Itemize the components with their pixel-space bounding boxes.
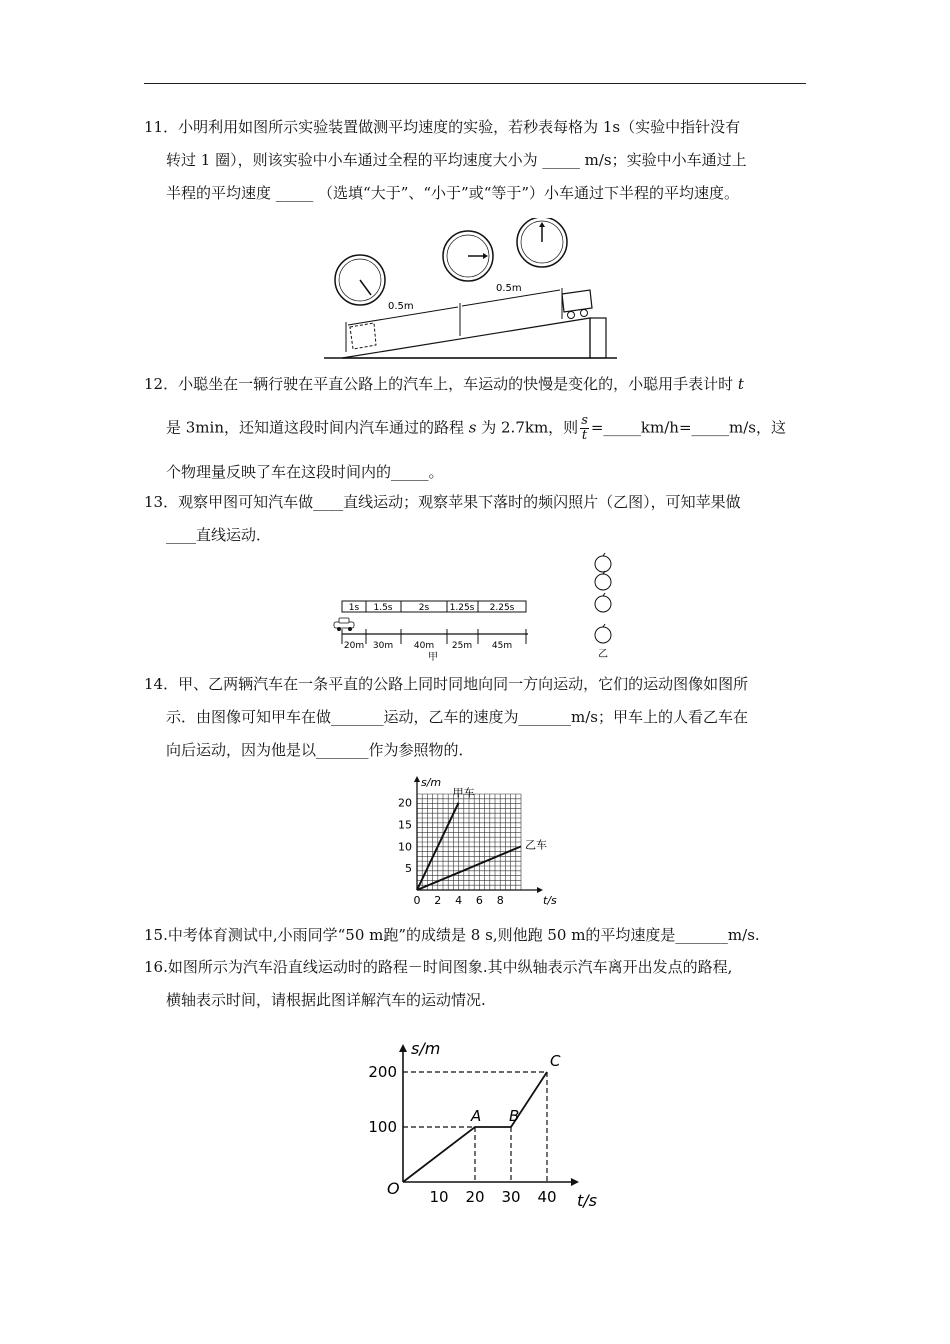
apple-strobe-icon <box>595 553 611 660</box>
y-axis-label: s/m <box>421 776 442 789</box>
q15-line-1: 15.中考体育测试中,小雨同学“50 m跑”的成绩是 8 s,则他跑 50 m的平均速度是_______m/s. <box>144 926 760 944</box>
q12-line-2-text-c: =_____km/h=_____m/s，这 <box>590 418 786 437</box>
q16-line-2: 横轴表示时间，请根据此图详解汽车的运动情况. <box>166 991 486 1009</box>
q14-line-1: 14．甲、乙两辆汽车在一条平直的公路上同时同地向同一方向运动，它们的运动图像如图所 <box>144 675 749 693</box>
q13-distance-2: 30m <box>372 641 394 651</box>
q12-line-2-text-a: 是 3min，还知道这段时间内汽车通过的路程 <box>166 418 469 437</box>
y-axis-arrow-icon <box>414 776 420 782</box>
y-tick-label: 100 <box>368 1118 397 1136</box>
q12-fraction-denominator: t <box>581 428 588 443</box>
q13-figure <box>330 550 630 665</box>
q13-label-yi: 乙 <box>598 649 608 660</box>
q11-seg2-label: 0.5m <box>496 283 522 294</box>
q12-line-1-text: 12．小聪坐在一辆行驶在平直公路上的汽车上，车运动的快慢是变化的，小聪用手表计时 <box>144 375 738 393</box>
header-rule <box>144 83 806 84</box>
cart-start <box>350 323 376 349</box>
x-tick-label: 8 <box>496 894 504 907</box>
q11-line-3: 半程的平均速度 _____ （选填“大于”、“小于”或“等于”）小车通过下半程的平均速度。 <box>166 184 740 202</box>
q13-time-strip <box>342 601 526 613</box>
series-jia-label: 甲车 <box>452 786 475 800</box>
q13-time-5: 2.25s <box>489 603 515 613</box>
q11-line-2: 转过 1 圈），则该实验中小车通过全程的平均速度大小为 _____ m/s；实验中小车通过上 <box>166 151 747 169</box>
q14-line-2: 示．由图像可知甲车在做_______运动，乙车的速度为_______m/s；甲车上的人看乙车在 <box>166 708 748 726</box>
q11-line-1: 11．小明利用如图所示实验装置做测平均速度的实验，若秒表每格为 1s（实验中指针没有 <box>144 118 741 136</box>
stopwatch-3-icon <box>517 218 567 267</box>
point-label: C <box>550 1052 561 1070</box>
x-axis-label: t/s <box>577 1191 597 1210</box>
x-tick-label: 0 <box>413 894 421 907</box>
q14-line-3: 向后运动，因为他是以_______作为参照物的． <box>166 741 474 759</box>
y-axis-label: s/m <box>411 1039 441 1058</box>
q13-distance-axis <box>342 629 528 663</box>
q12-var-s: s <box>468 418 477 437</box>
y-tick-label: 200 <box>368 1063 397 1081</box>
q12-fraction <box>580 414 589 443</box>
x-axis-label: t/s <box>543 894 557 907</box>
x-axis-arrow-icon <box>537 887 543 893</box>
q13-distance-5: 45m <box>491 641 513 651</box>
point-label: B <box>509 1107 520 1125</box>
q13-time-4: 1.25s <box>449 603 475 613</box>
y-tick-label: 15 <box>398 818 412 832</box>
x-tick-label: 20 <box>465 1188 485 1206</box>
q13-time-1: 1s <box>348 603 360 613</box>
q13-line-1: 13．观察甲图可知汽车做____直线运动；观察苹果下落时的频闪照片（乙图），可知苹果做 <box>144 493 741 511</box>
stopwatch-2-icon <box>443 231 493 281</box>
q13-distance-3: 40m <box>413 641 435 651</box>
q13-line-2: ____直线运动． <box>166 526 272 544</box>
x-tick-label: 40 <box>537 1188 557 1206</box>
x-tick-label: 10 <box>429 1188 449 1206</box>
q12-line-3: 个物理量反映了车在这段时间内的_____。 <box>166 463 444 481</box>
x-tick-label: 6 <box>475 894 483 907</box>
q16-line-1: 16.如图所示为汽车沿直线运动时的路程－时间图象.其中纵轴表示汽车离开出发点的路程, <box>144 958 733 976</box>
q11-figure-incline <box>322 218 622 363</box>
q13-time-2: 1.5s <box>373 603 393 613</box>
q13-distance-1: 20m <box>343 641 365 651</box>
y-tick-label: 10 <box>398 840 412 854</box>
origin-label: O <box>387 1179 400 1198</box>
x-axis-arrow-icon <box>571 1178 579 1186</box>
x-tick-label: 4 <box>455 894 463 907</box>
q12-line-2 <box>166 414 786 443</box>
q16-chart <box>360 1020 600 1215</box>
q12-fraction-numerator: s <box>581 413 588 428</box>
x-tick-label: 30 <box>501 1188 521 1206</box>
y-tick-label: 5 <box>405 862 412 876</box>
q14-chart <box>385 772 565 912</box>
point-label: A <box>471 1107 482 1125</box>
y-axis-arrow-icon <box>399 1044 407 1052</box>
x-tick-label: 2 <box>434 894 442 907</box>
q12-var-t: t <box>737 375 744 393</box>
series-yi-label: 乙车 <box>525 838 547 852</box>
q13-label-jia: 甲 <box>428 652 438 663</box>
y-tick-label: 20 <box>398 796 412 810</box>
q12-line-2-text-b: 为 2.7km，则 <box>476 418 579 437</box>
stopwatch-1-icon <box>335 255 385 305</box>
q13-time-3: 2s <box>418 603 430 613</box>
cart-end <box>562 290 592 319</box>
path-line <box>403 1072 547 1182</box>
q13-distance-4: 25m <box>451 641 473 651</box>
car-icon <box>334 618 354 631</box>
q11-seg1-label: 0.5m <box>388 301 414 312</box>
q12-line-1 <box>144 374 744 394</box>
